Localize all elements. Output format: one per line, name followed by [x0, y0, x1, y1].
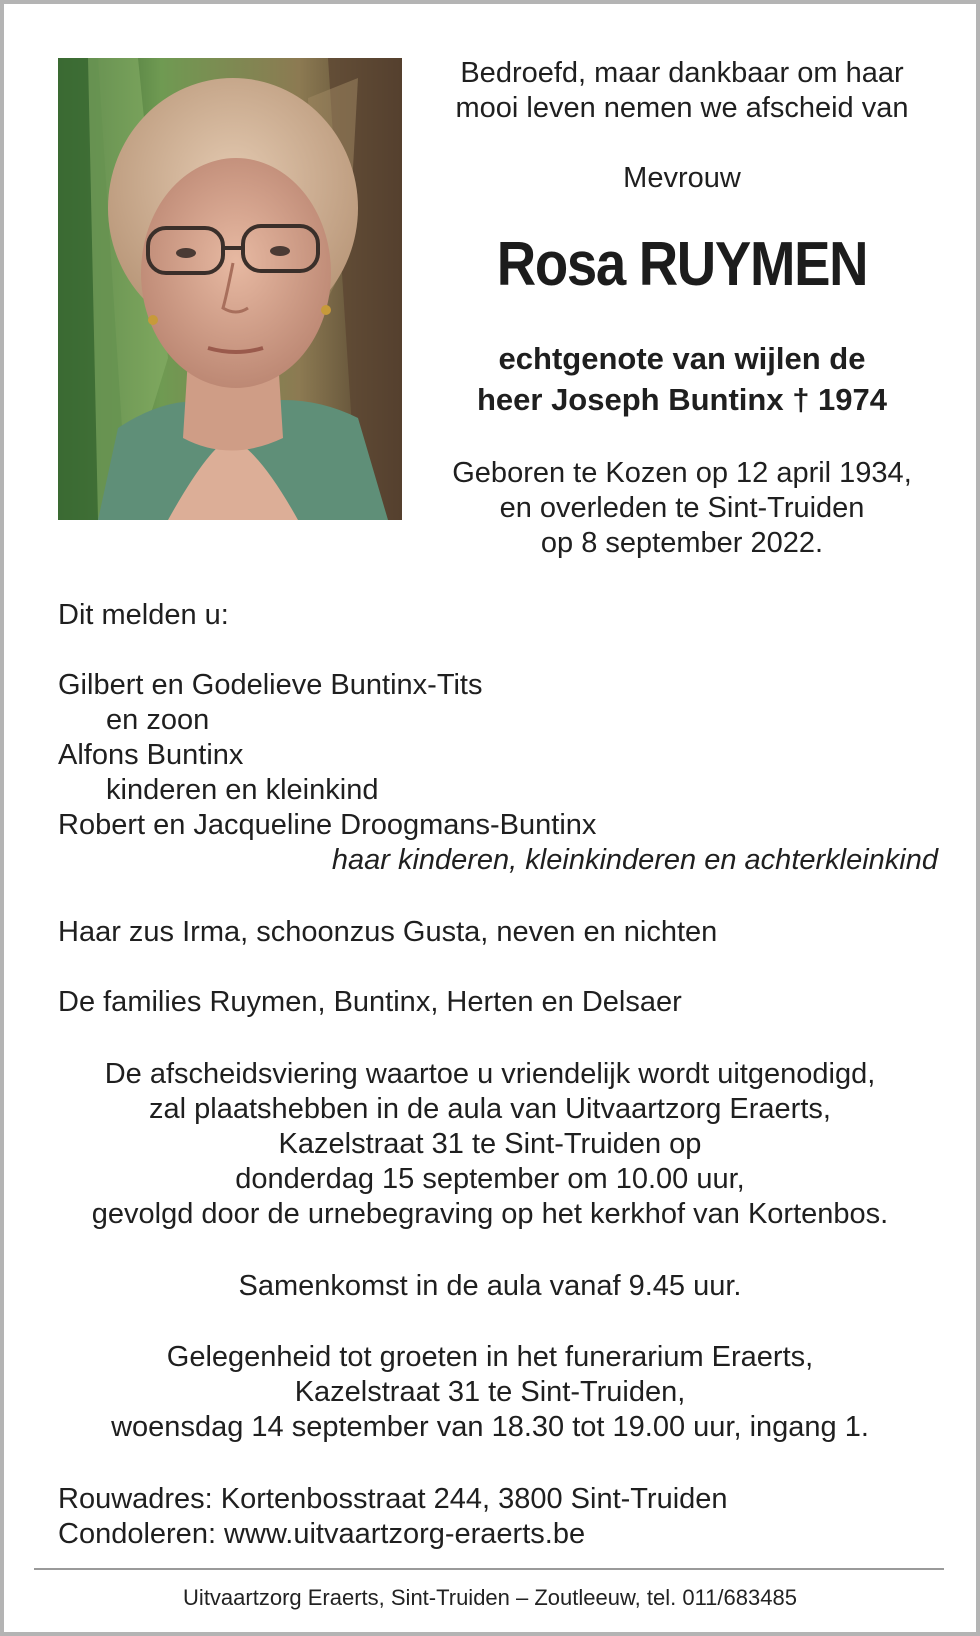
intro-text [422, 56, 942, 126]
ceremony-line: zal plaatshebben in de aula van Uitvaartzorg Eraerts, [149, 1093, 831, 1125]
ceremony-line: gevolgd door de urnebegraving op het kerkhof van Kortenbos. [91, 1198, 889, 1230]
spouse-line: echtgenote van wijlen de [498, 341, 866, 376]
birth-death-dates [422, 456, 942, 561]
visitation-text [50, 1340, 930, 1445]
ceremony-line: Kazelstraat 31 te Sint-Truiden op [278, 1128, 702, 1160]
spouse-text [422, 338, 942, 420]
deceased-name: Rosa RUYMEN [496, 230, 868, 299]
sister-text: Haar zus Irma, schoonzus Gusta, neven en nichten [58, 916, 718, 948]
dates-line: op 8 september 2022. [540, 527, 824, 559]
ceremony-line: donderdag 15 september om 10.00 uur, [235, 1163, 745, 1195]
intro-line: mooi leven nemen we afscheid van [455, 92, 909, 124]
portrait-photo [58, 58, 402, 520]
family-line: Gilbert en Godelieve Buntinx-Tits [58, 669, 483, 701]
condolence-link[interactable]: Condoleren: www.uitvaartzorg-eraerts.be [58, 1518, 586, 1550]
dates-line: Geboren te Kozen op 12 april 1934, [452, 457, 912, 489]
contact-info [58, 1482, 938, 1552]
announce-text: Dit melden u: [58, 599, 229, 631]
footer-divider [34, 1568, 944, 1570]
family-line: kinderen en kleinkind [106, 774, 379, 806]
intro-line: Bedroefd, maar dankbaar om haar [460, 57, 904, 89]
spouse-line: heer Joseph Buntinx † 1974 [476, 382, 888, 417]
family-line: en zoon [106, 704, 210, 736]
ceremony-line: De afscheidsviering waartoe u vriendelijk wordt uitgenodigd, [104, 1058, 876, 1090]
dates-line: en overleden te Sint-Truiden [499, 492, 865, 524]
visitation-line: Kazelstraat 31 te Sint-Truiden, [294, 1376, 686, 1408]
visitation-line: woensdag 14 september van 18.30 tot 19.00 uur, ingang 1. [111, 1411, 869, 1443]
family-list [58, 668, 938, 878]
gathering-text: Samenkomst in de aula vanaf 9.45 uur. [238, 1270, 742, 1302]
family-line: Alfons Buntinx [58, 739, 244, 771]
mourning-address: Rouwadres: Kortenbosstraat 244, 3800 Sint-Truiden [58, 1483, 728, 1515]
family-line: Robert en Jacqueline Droogmans-Buntinx [58, 809, 597, 841]
family-line: haar kinderen, kleinkinderen en achterkleinkind [331, 844, 938, 876]
visitation-line: Gelegenheid tot groeten in het funerarium Eraerts, [166, 1341, 814, 1373]
honorific: Mevrouw [623, 162, 741, 194]
footer-text: Uitvaartzorg Eraerts, Sint-Truiden – Zoutleeuw, tel. 011/683485 [183, 1585, 797, 1610]
ceremony-text [50, 1057, 930, 1232]
families-text: De families Ruymen, Buntinx, Herten en Delsaer [58, 986, 682, 1018]
